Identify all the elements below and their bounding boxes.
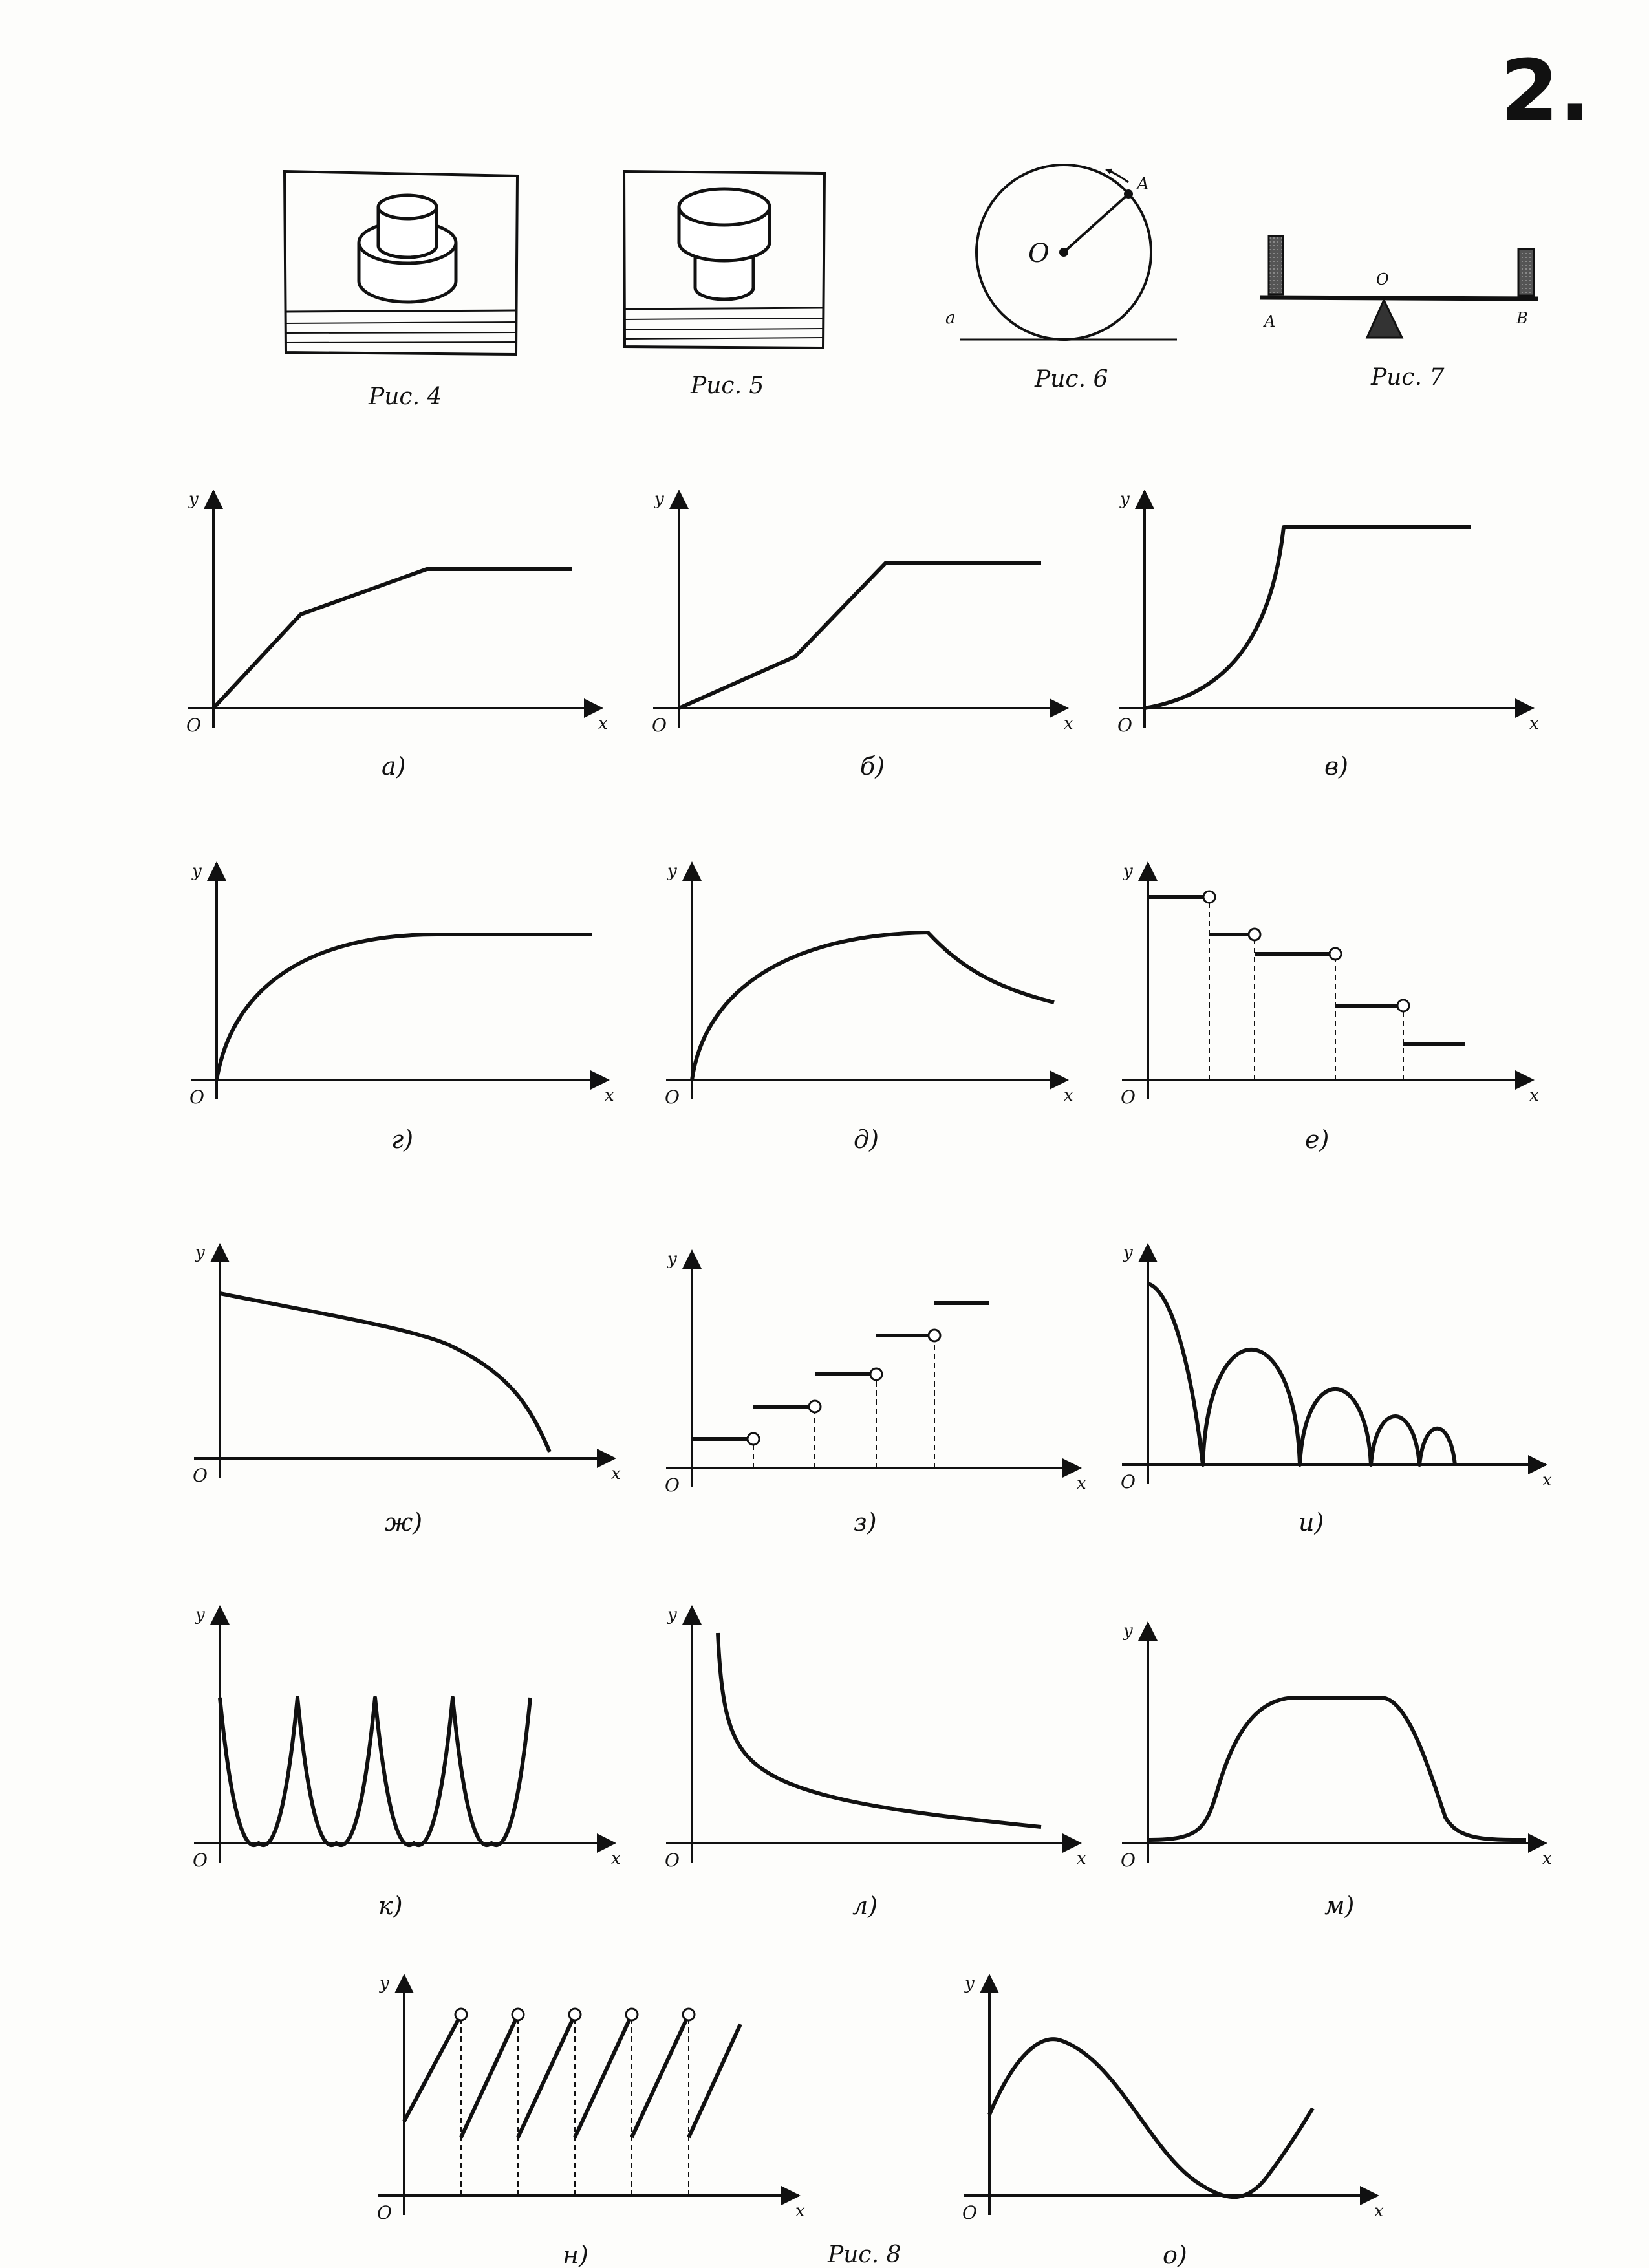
graph-l-origin-label: O bbox=[665, 1850, 680, 1871]
graph-k bbox=[193, 1605, 621, 1920]
graph-v-caption: в) bbox=[1324, 752, 1348, 781]
graph-n-tooth bbox=[689, 2024, 740, 2137]
figure-5-caption: Рис. 5 bbox=[691, 373, 764, 399]
graph-i-caption: и) bbox=[1299, 1508, 1324, 1537]
graph-z-y-label: y bbox=[667, 1249, 677, 1269]
graph-l-caption: л) bbox=[852, 1892, 878, 1920]
graph-l bbox=[665, 1605, 1086, 1920]
figure-5 bbox=[624, 171, 824, 399]
graph-n-caption: н) bbox=[563, 2241, 588, 2268]
graph-g-y-label: y bbox=[192, 861, 202, 881]
graph-m-y-label: y bbox=[1123, 1621, 1133, 1641]
graph-a-caption: а) bbox=[382, 752, 406, 781]
graph-k-y-label: y bbox=[195, 1605, 205, 1625]
graph-b-x-label: x bbox=[1064, 714, 1073, 733]
figure-7 bbox=[1260, 236, 1538, 391]
graph-e-origin-label: O bbox=[1121, 1086, 1136, 1108]
graph-n-tooth bbox=[575, 2014, 632, 2137]
graph-m-origin-label: O bbox=[1121, 1850, 1136, 1871]
graph-b-caption: б) bbox=[860, 752, 885, 781]
graph-e bbox=[1121, 861, 1539, 1154]
figure-7-right-label: B bbox=[1516, 309, 1528, 327]
graph-n-tooth bbox=[404, 2014, 461, 2121]
graph-v-y-label: y bbox=[1120, 490, 1130, 509]
figure-4-caption: Рис. 4 bbox=[369, 383, 442, 410]
graph-m bbox=[1121, 1621, 1552, 1920]
graph-e-open-point bbox=[1249, 929, 1260, 940]
graph-l-curve bbox=[718, 1633, 1041, 1827]
graph-o-caption: о) bbox=[1163, 2241, 1187, 2268]
graph-a-y-label: y bbox=[189, 490, 199, 509]
graph-m-caption: м) bbox=[1324, 1892, 1355, 1920]
graph-z bbox=[665, 1249, 1086, 1537]
figure-6 bbox=[945, 165, 1177, 393]
graph-zh bbox=[193, 1243, 621, 1537]
graph-l-y-label: y bbox=[667, 1605, 677, 1625]
figure-6-point-label: A bbox=[1137, 175, 1149, 194]
graph-d-y-label: y bbox=[667, 861, 677, 881]
graph-k-x-label: x bbox=[611, 1849, 621, 1868]
graph-g-x-label: x bbox=[605, 1086, 614, 1105]
graph-z-open-point bbox=[809, 1401, 821, 1412]
graph-d-caption: д) bbox=[854, 1125, 879, 1154]
graph-o-y-label: y bbox=[965, 1974, 975, 1993]
graph-n-open-point bbox=[512, 2009, 524, 2020]
graph-i-y-label: y bbox=[1123, 1243, 1133, 1262]
graph-v bbox=[1117, 490, 1539, 781]
graph-a-x-label: x bbox=[598, 714, 608, 733]
figure-6-center-label: O bbox=[1028, 239, 1050, 268]
graph-n-open-point bbox=[569, 2009, 581, 2020]
graph-g bbox=[189, 861, 614, 1154]
figure-7-left-label: A bbox=[1264, 312, 1276, 330]
graph-n-open-point bbox=[455, 2009, 467, 2020]
graph-k-origin-label: O bbox=[193, 1850, 208, 1871]
graph-o bbox=[962, 1974, 1384, 2268]
graph-zh-x-label: x bbox=[611, 1464, 621, 1484]
graph-k-caption: к) bbox=[378, 1892, 403, 1920]
graph-e-open-point bbox=[1330, 948, 1341, 960]
figure-6-caption: Рис. 6 bbox=[1035, 366, 1108, 393]
graph-d bbox=[665, 861, 1073, 1154]
figure-8-graphs bbox=[186, 490, 1552, 2268]
graph-g-caption: г) bbox=[391, 1125, 414, 1154]
graph-i-curve bbox=[1148, 1284, 1455, 1465]
graph-a-curve bbox=[213, 569, 572, 708]
graph-v-origin-label: O bbox=[1117, 715, 1132, 736]
figure-7-pivot-label: O bbox=[1376, 270, 1389, 288]
graph-z-open-point bbox=[929, 1330, 940, 1341]
graph-m-curve bbox=[1148, 1698, 1526, 1840]
graph-b-origin-label: O bbox=[652, 715, 667, 736]
graph-l-x-label: x bbox=[1077, 1849, 1086, 1868]
graph-m-x-label: x bbox=[1542, 1849, 1552, 1868]
graph-b bbox=[652, 490, 1073, 781]
page-number: 2. bbox=[1500, 41, 1591, 140]
graph-b-curve bbox=[679, 563, 1041, 708]
graph-e-y-label: y bbox=[1123, 861, 1133, 881]
graph-e-open-point bbox=[1203, 891, 1215, 903]
graph-e-open-point bbox=[1397, 1000, 1409, 1011]
graph-g-curve bbox=[217, 934, 592, 1080]
graph-n-tooth bbox=[518, 2014, 575, 2137]
graph-a bbox=[186, 490, 608, 781]
graph-i-origin-label: O bbox=[1121, 1471, 1136, 1493]
graph-n-origin-label: O bbox=[377, 2202, 392, 2223]
graph-zh-curve bbox=[220, 1293, 550, 1452]
graph-zh-origin-label: O bbox=[193, 1465, 208, 1486]
graph-d-origin-label: O bbox=[665, 1086, 680, 1108]
graph-z-open-point bbox=[870, 1368, 882, 1380]
figure-6-line-label: a bbox=[945, 308, 956, 328]
graph-a-origin-label: O bbox=[186, 715, 201, 736]
graph-z-origin-label: O bbox=[665, 1474, 680, 1496]
graph-d-x-label: x bbox=[1064, 1086, 1073, 1105]
figure-4 bbox=[285, 171, 517, 410]
graph-i bbox=[1121, 1243, 1552, 1537]
figure-8-caption: Рис. 8 bbox=[828, 2241, 901, 2268]
graph-n-open-point bbox=[683, 2009, 695, 2020]
graph-o-curve bbox=[989, 2039, 1313, 2197]
graph-v-x-label: x bbox=[1529, 714, 1539, 733]
graph-v-curve bbox=[1145, 527, 1471, 708]
graph-n-x-label: x bbox=[795, 2201, 805, 2221]
graph-e-x-label: x bbox=[1529, 1086, 1539, 1105]
graph-zh-caption: ж) bbox=[385, 1508, 423, 1537]
graph-i-x-label: x bbox=[1542, 1471, 1552, 1490]
graph-d-curve bbox=[692, 933, 1054, 1080]
graph-n-tooth bbox=[461, 2014, 518, 2137]
figure-7-caption: Рис. 7 bbox=[1371, 364, 1445, 391]
graph-o-x-label: x bbox=[1374, 2201, 1384, 2221]
graph-z-caption: з) bbox=[854, 1508, 877, 1537]
graph-o-origin-label: O bbox=[962, 2202, 977, 2223]
graph-g-origin-label: O bbox=[189, 1086, 204, 1108]
graph-k-curve bbox=[220, 1698, 530, 1845]
graph-n-y-label: y bbox=[380, 1974, 389, 1993]
graph-zh-y-label: y bbox=[195, 1243, 205, 1262]
graph-b-y-label: y bbox=[654, 490, 664, 509]
graph-e-caption: е) bbox=[1305, 1125, 1330, 1154]
graph-n bbox=[377, 1974, 805, 2268]
graph-z-open-point bbox=[748, 1433, 759, 1445]
graph-z-x-label: x bbox=[1077, 1474, 1086, 1493]
graph-n-open-point bbox=[626, 2009, 638, 2020]
graph-n-tooth bbox=[632, 2014, 689, 2137]
